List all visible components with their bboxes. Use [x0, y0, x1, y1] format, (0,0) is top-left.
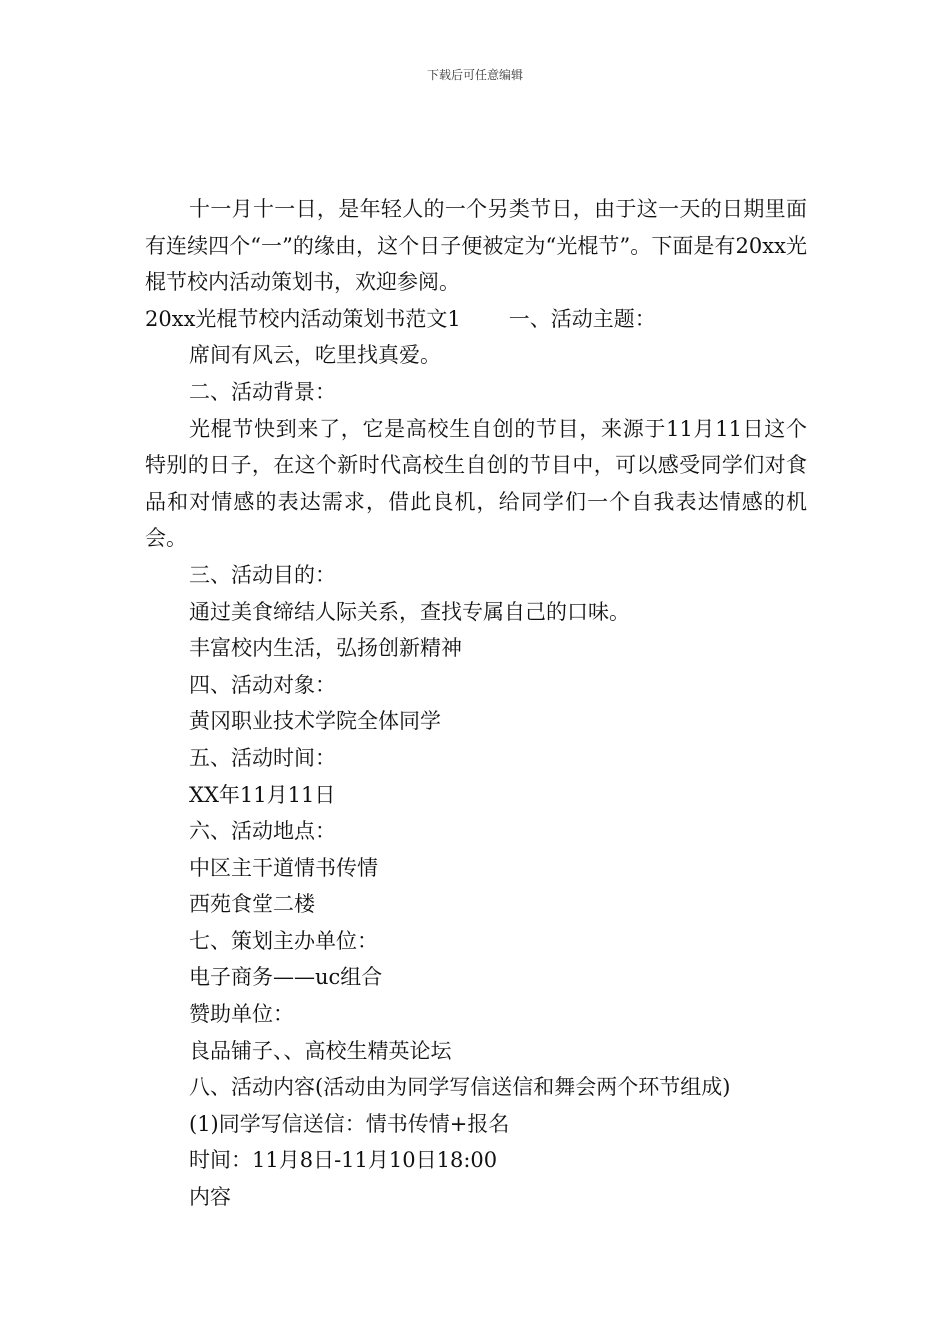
- purpose-item-2: 丰富校内生活，弘扬创新精神: [189, 636, 462, 661]
- part1-time: 时间：11月8日-11月10日18:00: [189, 1148, 498, 1173]
- part1-heading: (1)同学写信送信：情书传情+报名: [189, 1111, 510, 1136]
- document-body: [145, 191, 807, 1216]
- content-heading: 八、活动内容(活动由为同学写信送信和舞会两个环节组成): [189, 1075, 731, 1100]
- background-heading: 二、活动背景：: [189, 379, 336, 404]
- target-heading: 四、活动对象：: [189, 672, 336, 697]
- target-text: 黄冈职业技术学院全体同学: [189, 709, 441, 734]
- document-title: 20xx光棍节校内活动策划书范文1: [145, 306, 461, 331]
- part1-content: 内容: [189, 1185, 231, 1210]
- intro-paragraph: 十一月十一日，是年轻人的一个另类节日，由于这一天的日期里面有连续四个“一”的缘由，这个日子便被定为“光棍节”。下面是有20xx光棍节校内活动策划书，欢迎参阅。: [145, 197, 807, 295]
- place-item-2: 西苑食堂二楼: [189, 892, 315, 917]
- place-heading: 六、活动地点：: [189, 819, 336, 844]
- title-line: [145, 301, 807, 338]
- sponsor-heading: 赞助单位：: [189, 1002, 294, 1027]
- place-item-1: 中区主干道情书传情: [189, 855, 378, 880]
- purpose-item-1: 通过美食缔结人际关系，查找专属自己的口味。: [189, 599, 630, 624]
- sponsor-text: 良品铺子、、高校生精英论坛: [189, 1038, 452, 1063]
- theme-text: 席间有风云，吃里找真爱。: [189, 343, 441, 368]
- time-heading: 五、活动时间：: [189, 745, 336, 770]
- background-paragraph: 光棍节快到来了，它是高校生自创的节目，来源于11月11日这个特别的日子，在这个新时代高校生自创的节目中，可以感受同学们对食品和对情感的表达需求，借此良机，给同学们一个自我表达情感的机会。: [145, 416, 807, 551]
- organizer-heading: 七、策划主办单位：: [189, 928, 378, 953]
- purpose-heading: 三、活动目的：: [189, 562, 336, 587]
- page-header: 下载后可任意编辑: [426, 68, 523, 82]
- time-text: XX年11月11日: [189, 782, 336, 807]
- organizer-text: 电子商务——uc组合: [189, 965, 383, 990]
- theme-heading: 一、活动主题：: [508, 306, 656, 331]
